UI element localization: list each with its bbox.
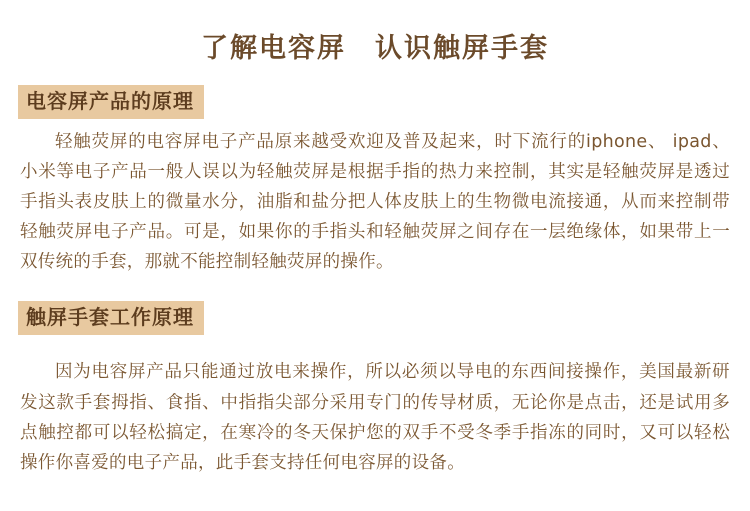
page-title: 了解电容屏 认识触屏手套 xyxy=(201,33,549,64)
section-paragraph-glove-principle: 因为电容屏产品只能通过放电来操作，所以必须以导电的东西间接操作，美国最新研发这款手套拇指、食指、中指指尖部分采用专门的传导材质，无论你是点击，还是试用多点触控都可以轻松搞定，在寒冷的冬天保护您的双手不受冬季手指冻的同时，又可以轻松操作你喜爱的电子产品，此手套支持任何电容屏的设备。 xyxy=(20,362,730,473)
section-principle xyxy=(0,71,750,277)
section-paragraph-principle: 轻触荧屏的电容屏电子产品原来越受欢迎及普及起来，时下流行的iphone、 ipad、小米等电子产品一般人误以为轻触荧屏是根据手指的热力来控制，其实是轻触荧屏是透过手指头表皮肤上的微量水分，油脂和盐分把人体皮肤上的生物微电流接通，从而来控制带轻触荧屏电子产品。可是，如果你的手指头和轻触荧屏之间存在一层绝缘体，如果带上一双传统的手套，那就不能控制轻触荧屏的操作。 xyxy=(20,132,730,273)
section-glove-principle xyxy=(0,287,750,477)
section-heading-glove-principle: 触屏手套工作原理 xyxy=(18,301,204,335)
paragraph-spacer xyxy=(18,343,732,357)
section-heading-principle: 电容屏产品的原理 xyxy=(18,85,204,119)
